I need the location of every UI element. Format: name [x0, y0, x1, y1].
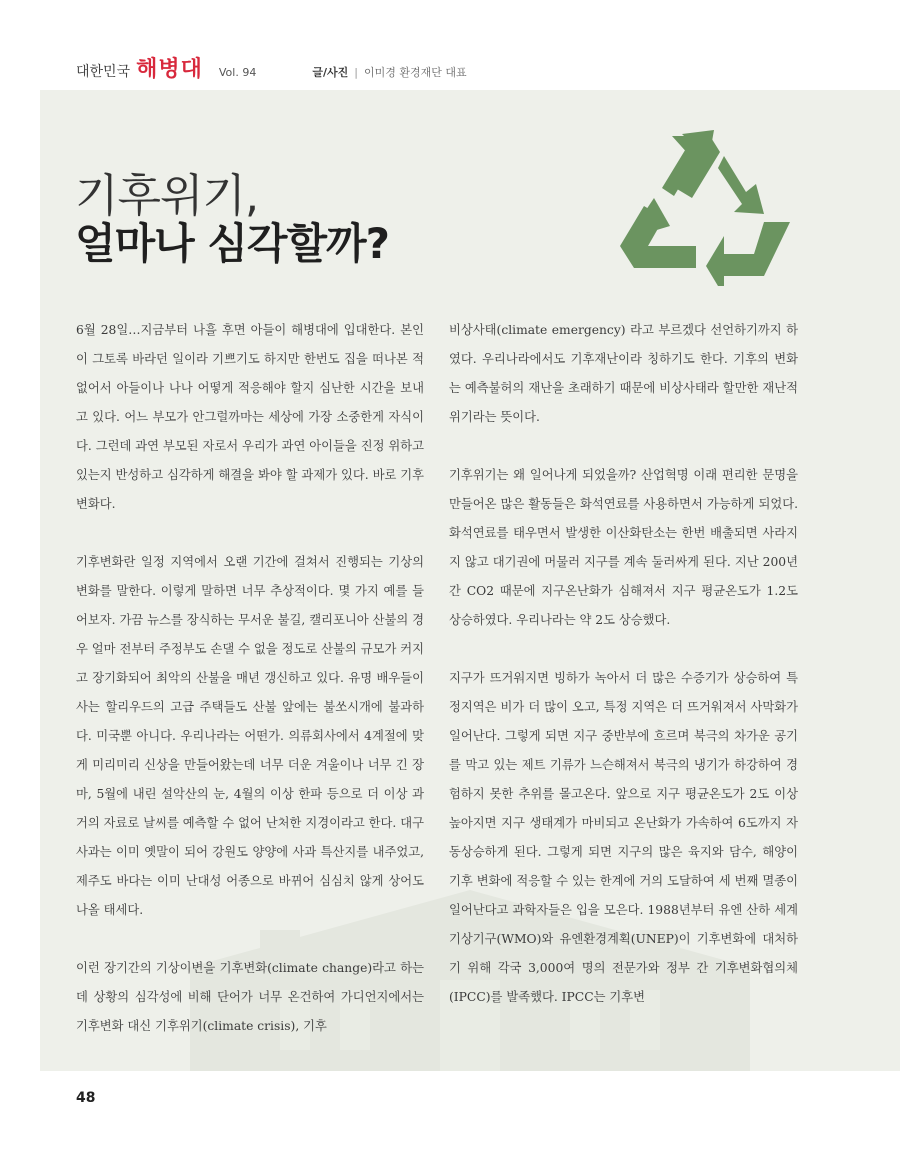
article-column-right — [449, 316, 798, 1012]
header-separator: | — [354, 66, 358, 79]
paragraph: 지구가 뜨거워지면 빙하가 녹아서 더 많은 수증기가 상승하여 특정지역은 비가 더 많이 오고, 특정 지역은 더 뜨거워져서 사막화가 일어난다. 그렇게 되면 지구 중반부에 흐르며 북극의 차가운 공기를 막고 있는 제트 기류가 느슨해져서 북극의 냉기가 하강하여 경험하지 못한 추위를 몰고온다. 앞으로 지구 평균온도가 2도 이상 높아지면 지구 생태계가 마비되고 온난화가 가속하여 6도까지 자동상승하게 된다. 그렇게 되면 지구의 많은 육지와 담수, 해양이 기후 변화에 적응할 수 있는 한계에 거의 도달하여 세 번째 멸종이 일어난다고 과학자들은 입을 모은다. 1988년부터 유엔 산하 세계기상기구(WMO)와 유엔환경계획(UNEP)이 기후변화에 대처하기 위해 각국 3,000여 명의 전문가와 정부 간 기후변화협의체(IPCC)를 발족했다. IPCC는 기후변 — [449, 671, 798, 1004]
header-country: 대한민국 — [76, 64, 131, 80]
header-brand: 해병대 — [136, 57, 203, 82]
header-credit-label: 글/사진 — [312, 66, 349, 79]
page-header — [76, 52, 467, 80]
paragraph: 비상사태(climate emergency) 라고 부르겠다 선언하기까지 하였다. 우리나라에서도 기후재난이라 칭하기도 한다. 기후의 변화는 예측불허의 재난을 초래하기 때문에 비상사태라 할만한 재난적 위기라는 뜻이다. — [449, 323, 798, 424]
paragraph: 기후변화란 일정 지역에서 오랜 기간에 걸쳐서 진행되는 기상의 변화를 말한다. 이렇게 말하면 너무 추상적이다. 몇 가지 예를 들어보자. 가끔 뉴스를 장식하는 무서운 불길, 캘리포니아 산불의 경우 얼마 전부터 주정부도 손댈 수 없을 정도로 산불의 규모가 커지고 장기화되어 최악의 산불을 매년 갱신하고 있다. 유명 배우들이 사는 할리우드의 고급 주택들도 산불 앞에는 불쏘시개에 불과하다. 미국뿐 아니다. 우리나라는 어떤가. 의류회사에서 4계절에 맞게 미리미리 신상을 만들어왔는데 너무 더운 겨울이나 너무 긴 장마, 5월에 내린 설악산의 눈, 4월의 이상 한파 등으로 더 이상 과거의 자료로 날씨를 예측할 수 없어 난처한 지경이라고 한다. 대구 사과는 이미 옛말이 되어 강원도 양양에 사과 특산지를 내주었고, 제주도 바다는 이미 난대성 어종으로 바뀌어 심심치 않게 상어도 나올 태세다. — [76, 555, 424, 917]
paragraph: 6월 28일…지금부터 나흘 후면 아들이 해병대에 입대한다. 본인이 그토록 바라던 일이라 기쁘기도 하지만 한번도 집을 떠나본 적 없어서 아들이나 나나 어떻게 적응해야 할지 심난한 시간을 보내고 있다. 어느 부모가 안그럴까마는 세상에 가장 소중한게 자식이다. 그런데 과연 부모된 자로서 우리가 과연 아이들을 진정 위하고 있는지 반성하고 심각하게 해결을 봐야 할 과제가 있다. 바로 기후변화다. — [76, 323, 424, 511]
header-author: 이미경 환경재단 대표 — [363, 66, 467, 79]
article-title-line1: 기후위기, — [75, 169, 259, 222]
header-volume: Vol. 94 — [218, 66, 257, 79]
paragraph: 이런 장기간의 기상이변을 기후변화(climate change)라고 하는데 상황의 심각성에 비해 단어가 너무 온건하여 가디언지에서는 기후변화 대신 기후위기(climate crisis), 기후 — [76, 961, 424, 1033]
page-number: 48 — [76, 1090, 96, 1106]
article-column-left — [76, 316, 424, 1041]
paragraph: 기후위기는 왜 일어나게 되었을까? 산업혁명 이래 편리한 문명을 만들어온 많은 활동들은 화석연료를 사용하면서 가능하게 되었다. 화석연료를 태우면서 발생한 이산화탄소는 한번 배출되면 사라지지 않고 대기권에 머물러 지구를 계속 둘러싸게 된다. 지난 200년간 CO2 때문에 지구온난화가 심해져서 지구 평균온도가 1.2도 상승하였다. 우리나라는 약 2도 상승했다. — [449, 468, 798, 627]
recycle-icon — [614, 126, 804, 286]
article-title-line2: 얼마나 심각할까? — [75, 219, 389, 268]
